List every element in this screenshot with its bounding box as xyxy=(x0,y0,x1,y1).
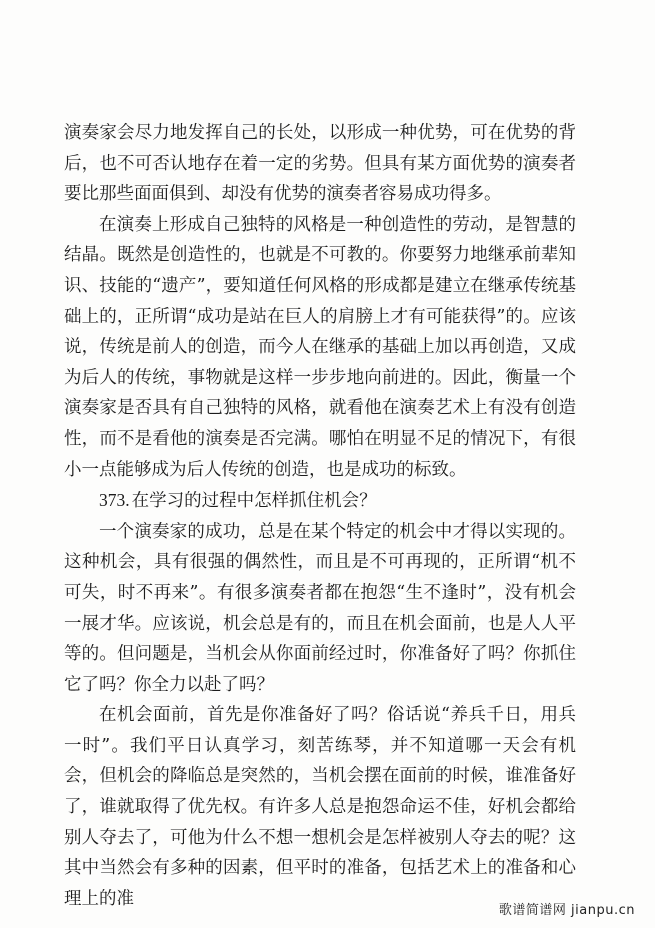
paragraph-3: 一个演奏家的成功，总是在某个特定的机会中才得以实现的。这种机会，具有很强的偶然性，而且是不可再现的，正所谓“机不可失，时不再来”。有很多演奏者都在抱怨“生不逢时”，没有机会一展才华。应该说，机会总是有的，而且在机会面前，也是人人平等的。但问题是，当机会从你面前经过时，你准备好了吗？你抓住它了吗？你全力以赴了吗？ xyxy=(64,521,576,695)
body-text xyxy=(64,118,576,914)
section-number: 373. xyxy=(99,490,130,511)
paragraph-1: 演奏家会尽力地发挥自己的长处，以形成一种优势，可在优势的背后，也不可否认地存在着一定的劣势。但具有某方面优势的演奏者要比那些面面俱到、却没有优势的演奏者容易成功得多。 xyxy=(64,123,576,205)
section-title: 在学习的过程中怎样抓住机会？ xyxy=(131,491,377,512)
section-heading xyxy=(64,485,576,517)
paragraph-2: 在演奏上形成自己独特的风格是一种创造性的劳动，是智慧的结晶。既然是创造性的，也就是不可教的。你要努力地继承前辈知识、技能的“遗产”，要知道任何风格的形成都是建立在继承传统基础上的，正所谓“成功是站在巨人的肩膀上才有可能获得”的。应该说，传统是前人的创造，而今人在继承的基础上加以再创造，又成为后人的传统，事物就是这样一步步地向前进的。因此，衡量一个演奏家是否具有自己独特的风格，就看他在演奏艺术上有没有创造性，而不是看他的演奏是否完满。哪怕在明显不足的情况下，有很小一点能够成为后人传统的创造，也是成功的标致。 xyxy=(64,214,576,480)
site-watermark: 歌谱简谱网 jianpu.cn xyxy=(498,903,635,918)
paragraph-4: 在机会面前，首先是你准备好了吗？俗话说“养兵千日，用兵一时”。我们平日认真学习，刻苦练琴，并不知道哪一天会有机会，但机会的降临总是突然的，当机会摆在面前的时候，谁准备好了，谁就取得了优先权。有许多人总是抱怨命运不佳，好机会都给别人夺去了，可他为什么不想一想机会是怎样被别人夺去的呢？这其中当然会有多种的因素，但平时的准备，包括艺术上的准备和心理上的准 xyxy=(64,705,576,909)
